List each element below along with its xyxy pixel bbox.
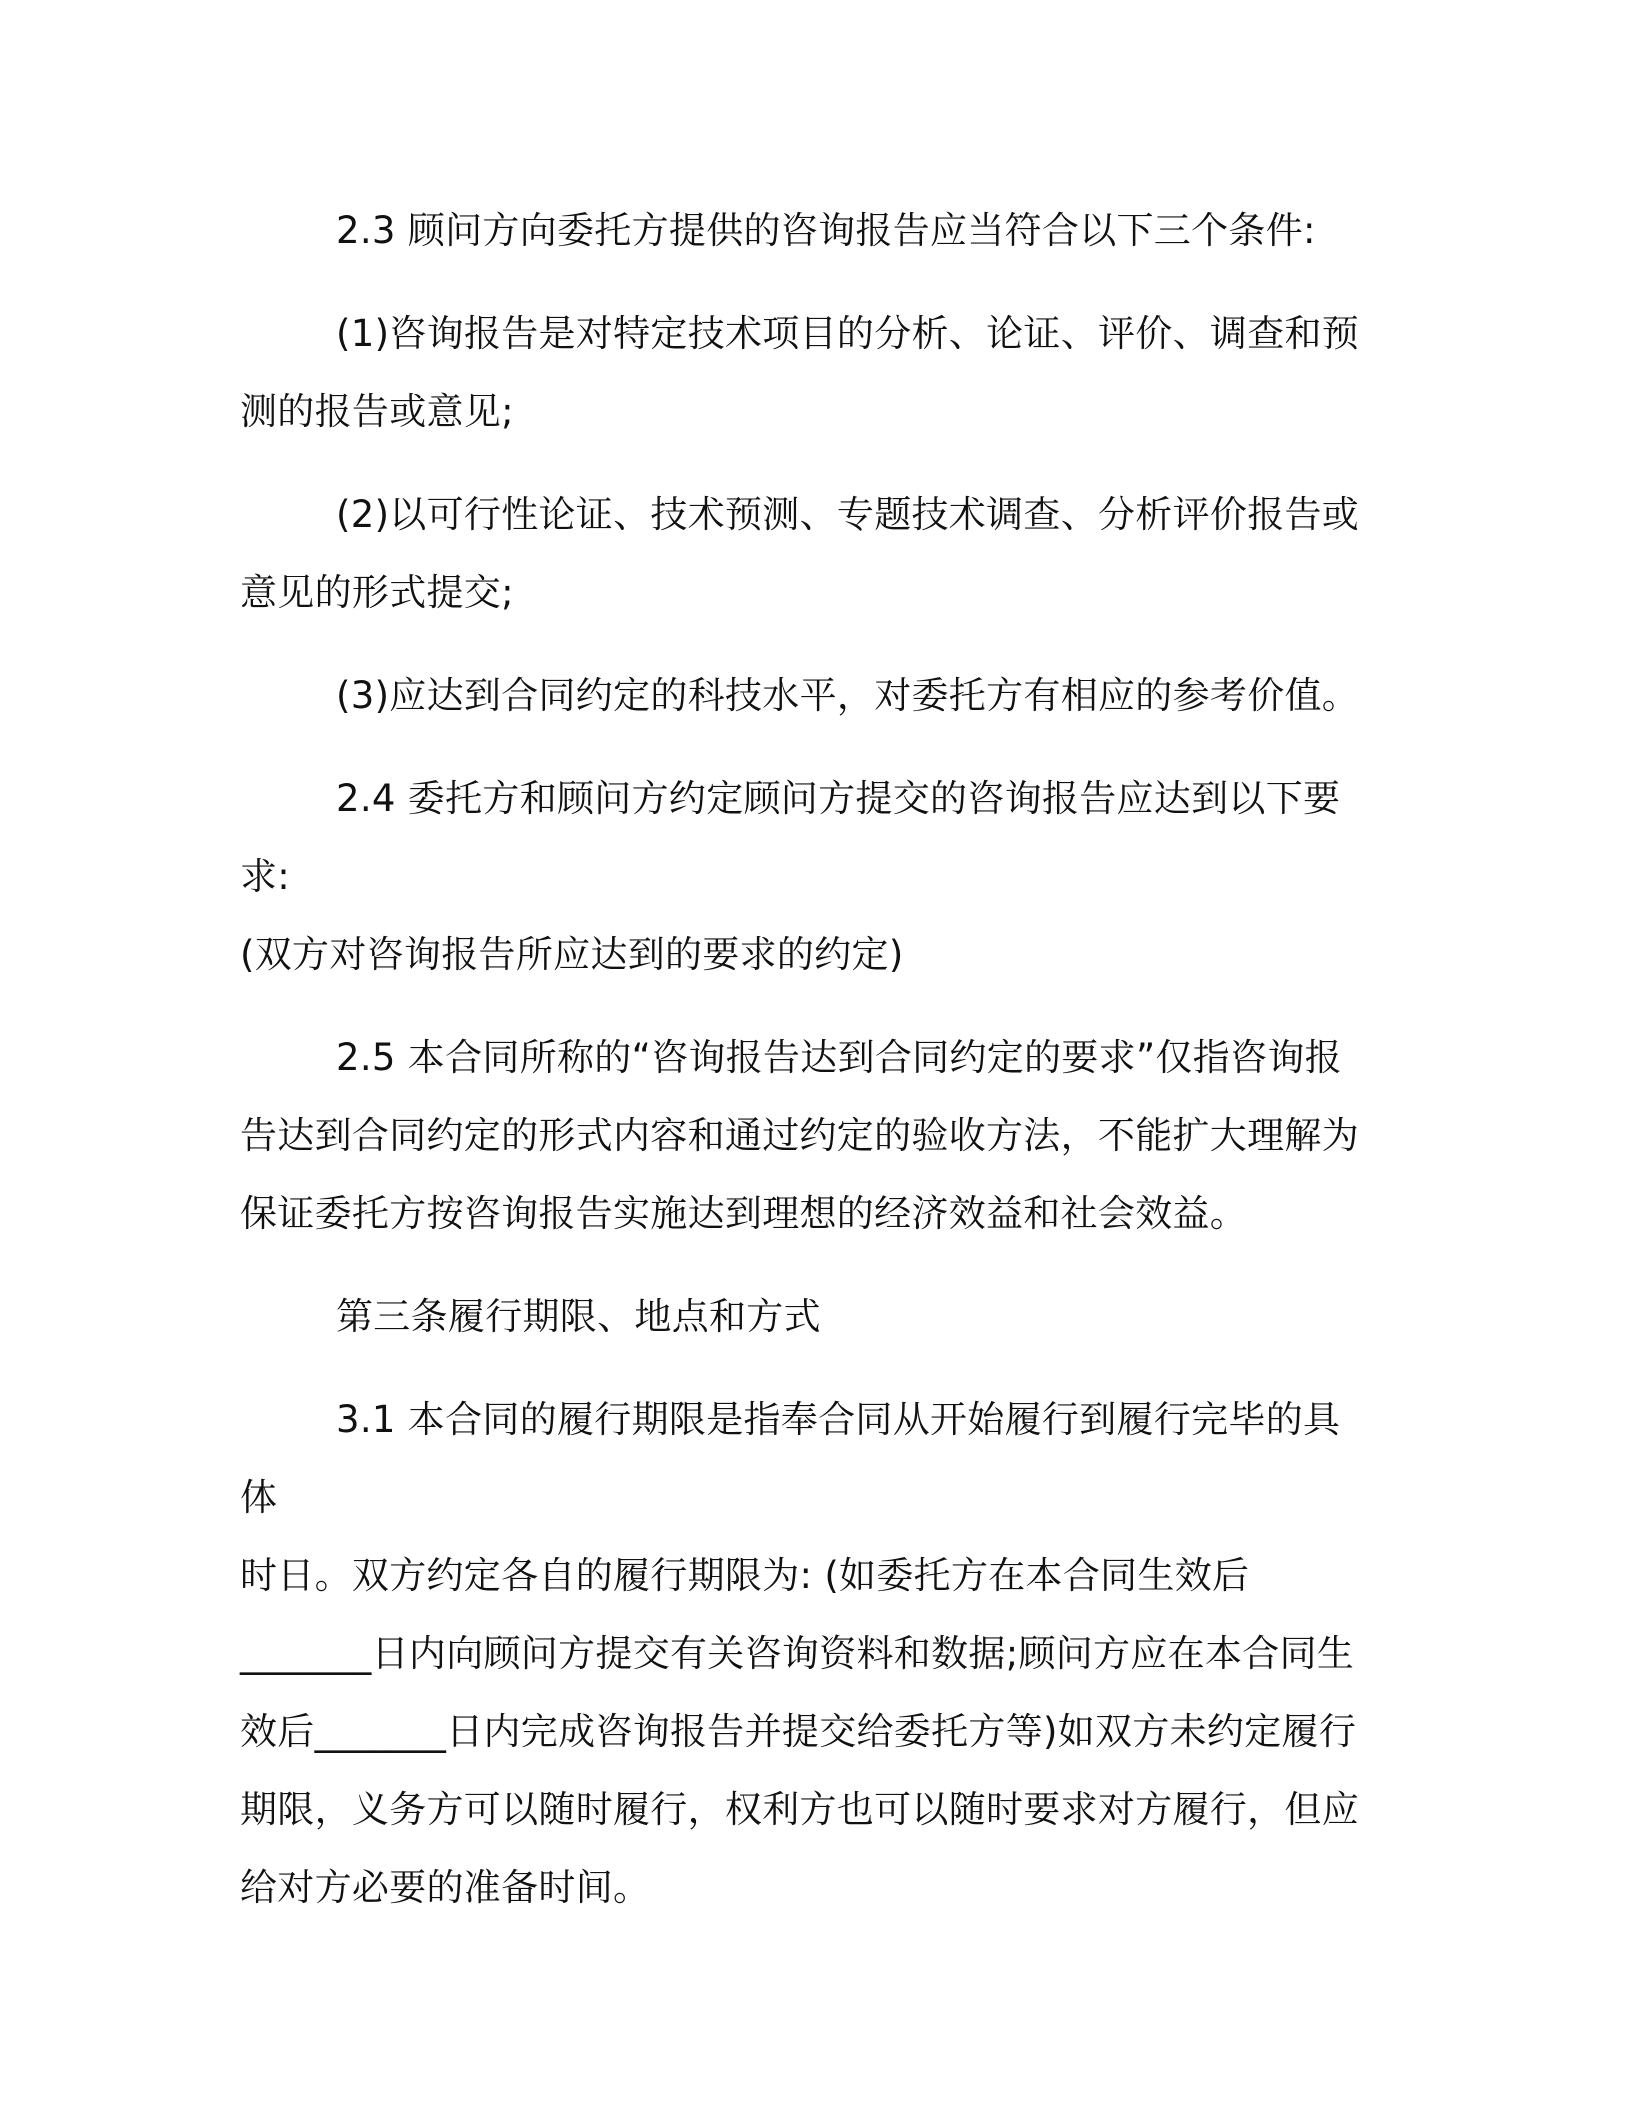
paragraph-line: 给对方必要的准备时间。 bbox=[240, 1866, 651, 1909]
clause-2-5 bbox=[240, 1019, 1370, 1253]
paragraph-line: 第三条履行期限、地点和方式 bbox=[336, 1295, 821, 1338]
paragraph-line: (2)以可行性论证、技术预测、专题技术调查、分析评价报告或 bbox=[336, 493, 1360, 536]
paragraph-line: _______日内向顾问方提交有关咨询资料和数据;顾问方应在本合同生 bbox=[240, 1632, 1355, 1675]
paragraph-line: 2.3 顾问方向委托方提供的咨询报告应当符合以下三个条件: bbox=[336, 209, 1316, 252]
clause-2-3-item-2 bbox=[240, 476, 1370, 632]
paragraph-line: 告达到合同约定的形式内容和通过约定的验收方法，不能扩大理解为 bbox=[240, 1114, 1359, 1157]
document-body bbox=[240, 192, 1370, 1952]
paragraph-line: 期限，义务方可以随时履行，权利方也可以随时要求对方履行，但应 bbox=[240, 1788, 1359, 1831]
paragraph-line: (双方对咨询报告所应达到的要求的约定) bbox=[240, 933, 904, 976]
paragraph-line: (3)应达到合同约定的科技水平，对委托方有相应的参考价值。 bbox=[336, 674, 1360, 717]
clause-2-3-item-1 bbox=[240, 295, 1370, 451]
paragraph-line: 2.5 本合同所称的“咨询报告达到合同约定的要求”仅指咨询报 bbox=[336, 1036, 1342, 1079]
paragraph-line: (1)咨询报告是对特定技术项目的分析、论证、评价、调查和预 bbox=[336, 312, 1360, 355]
paragraph-line: 时日。双方约定各自的履行期限为: (如委托方在本合同生效后 bbox=[240, 1554, 1250, 1597]
paragraph-line: 保证委托方按咨询报告实施达到理想的经济效益和社会效益。 bbox=[240, 1192, 1248, 1235]
paragraph-line: 测的报告或意见; bbox=[240, 390, 514, 433]
clause-2-3-item-3 bbox=[240, 657, 1370, 735]
paragraph-line: 意见的形式提交; bbox=[240, 571, 514, 614]
clause-3-1 bbox=[240, 1381, 1370, 1927]
clause-2-3 bbox=[240, 192, 1370, 270]
paragraph-line: 2.4 委托方和顾问方约定顾问方提交的咨询报告应达到以下要求: bbox=[240, 777, 1341, 898]
clause-2-4 bbox=[240, 760, 1370, 994]
paragraph-line: 效后_______日内完成咨询报告并提交给委托方等)如双方未约定履行 bbox=[240, 1710, 1357, 1753]
section-heading-article-3 bbox=[240, 1278, 1370, 1356]
paragraph-line: 3.1 本合同的履行期限是指奉合同从开始履行到履行完毕的具体 bbox=[240, 1398, 1341, 1519]
